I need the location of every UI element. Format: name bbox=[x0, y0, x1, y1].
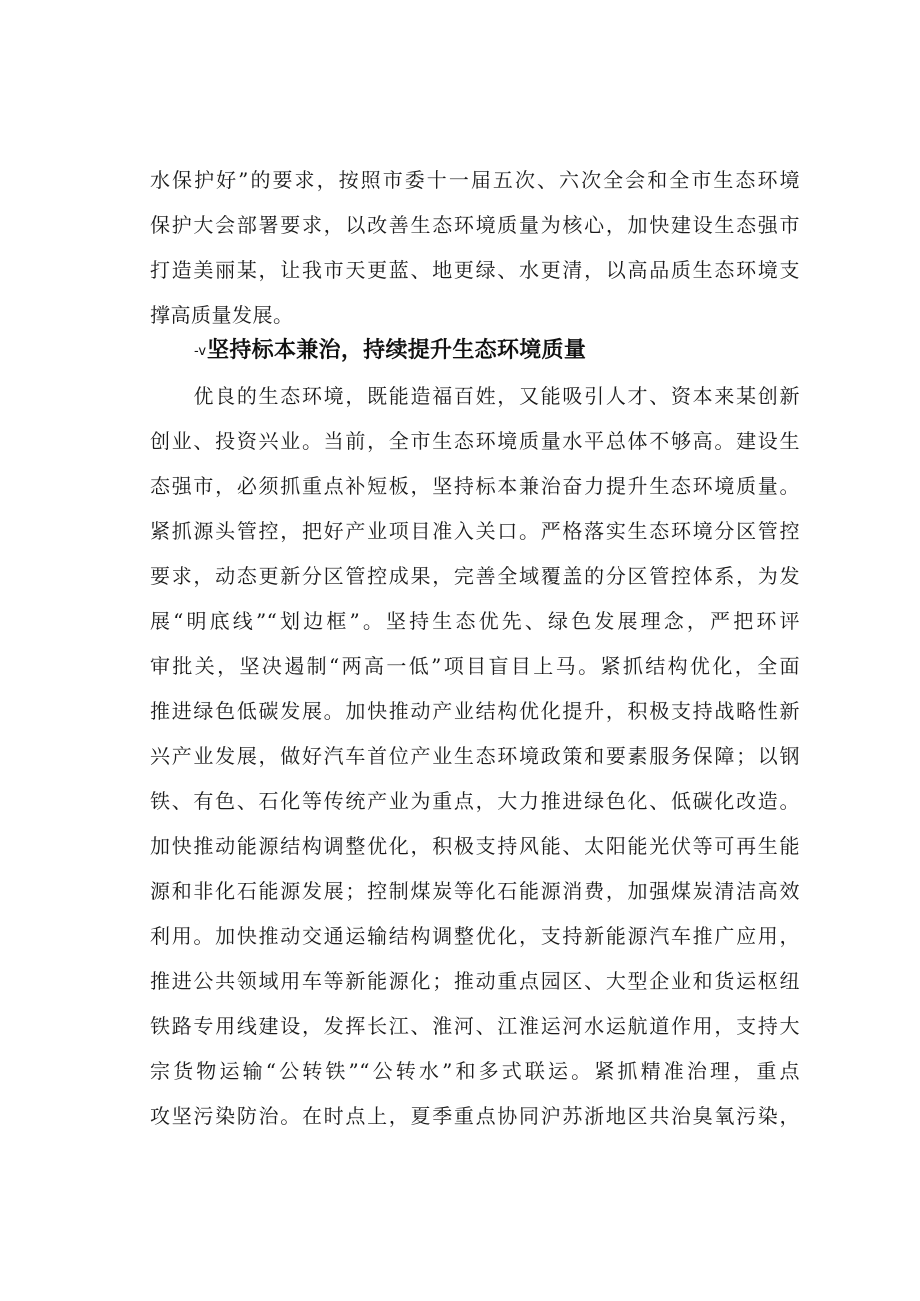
text-line: 攻坚污染防治。在时点上，夏季重点协同沪苏浙地区共治臭氧污染， bbox=[150, 1104, 800, 1128]
text-line: 展“明底线”“划边框”。坚持生态优先、绿色发展理念，严把环评 bbox=[150, 609, 800, 633]
heading-marker: -v bbox=[194, 344, 207, 359]
text-line: 打造美丽某，让我市天更蓝、地更绿、水更清，以高品质生态环境支 bbox=[150, 258, 800, 282]
text-line: 宗货物运输“公转铁”“公转水”和多式联运。紧抓精准治理，重点 bbox=[150, 1059, 800, 1083]
text-line: 铁、有色、石化等传统产业为重点，大力推进绿色化、低碳化改造。 bbox=[150, 789, 800, 813]
text-line: 紧抓源头管控，把好产业项目准入关口。严格落实生态环境分区管控 bbox=[150, 519, 800, 543]
text-line: 要求，动态更新分区管控成果，完善全域覆盖的分区管控体系，为发 bbox=[150, 564, 800, 588]
text-line: 铁路专用线建设，发挥长江、淮河、江淮运河水运航道作用，支持大 bbox=[150, 1014, 800, 1038]
text-line: 创业、投资兴业。当前，全市生态环境质量水平总体不够高。建设生 bbox=[150, 429, 800, 453]
heading-title: 坚持标本兼治，持续提升生态环境质量 bbox=[207, 338, 587, 363]
text-line: 态强市，必须抓重点补短板，坚持标本兼治奋力提升生态环境质量。 bbox=[150, 474, 800, 498]
text-line: 保护大会部署要求，以改善生态环境质量为核心，加快建设生态强市 bbox=[150, 213, 800, 237]
text-line: 推进绿色低碳发展。加快推动产业结构优化提升，积极支持战略性新 bbox=[150, 699, 800, 723]
paragraph-continuation bbox=[150, 158, 800, 338]
section-heading bbox=[194, 333, 586, 364]
text-line: 兴产业发展，做好汽车首位产业生态环境政策和要素服务保障；以钢 bbox=[150, 744, 800, 768]
text-line: 源和非化石能源发展；控制煤炭等化石能源消费，加强煤炭清洁高效 bbox=[150, 879, 800, 903]
text-line: 优良的生态环境，既能造福百姓，又能吸引人才、资本来某创新 bbox=[150, 384, 800, 408]
text-line: 审批关，坚决遏制“两高一低”项目盲目上马。紧抓结构优化，全面 bbox=[150, 654, 800, 678]
text-line: 推进公共领域用车等新能源化；推动重点园区、大型企业和货运枢纽 bbox=[150, 969, 800, 993]
text-line: 加快推动能源结构调整优化，积极支持风能、太阳能光伏等可再生能 bbox=[150, 834, 800, 858]
text-line: 利用。加快推动交通运输结构调整优化，支持新能源汽车推广应用， bbox=[150, 924, 800, 948]
text-line: 水保护好”的要求，按照市委十一届五次、六次全会和全市生态环境 bbox=[150, 168, 800, 192]
paragraph-body bbox=[150, 374, 800, 1139]
text-line: 撑高质量发展。 bbox=[150, 303, 294, 327]
